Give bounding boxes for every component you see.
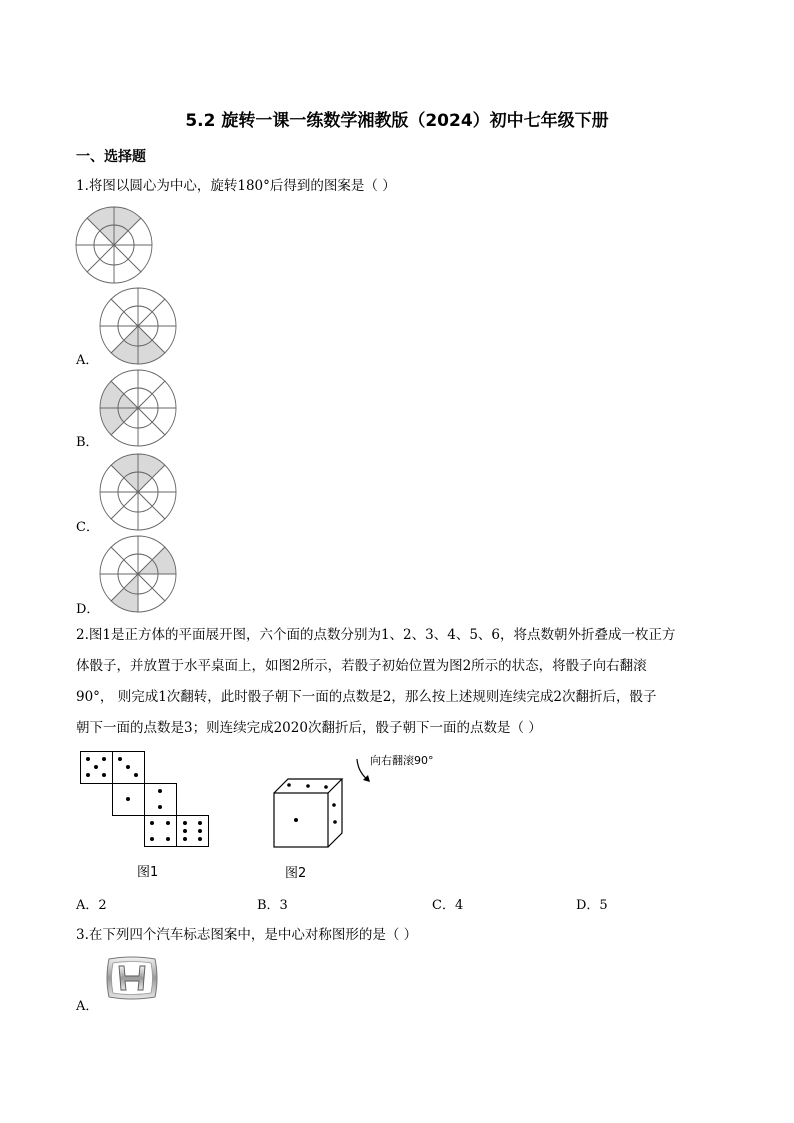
figure-2-label: 图2 bbox=[285, 866, 307, 881]
option-c-label[interactable]: C． bbox=[76, 520, 99, 535]
figure-1-cube-net bbox=[80, 751, 212, 847]
question-2-line-2: 体骰子，并放置于水平桌面上，如图2所示，若骰子初始位置为图2所示的状态，将骰子向右翻滚 bbox=[76, 658, 647, 674]
option-b-label[interactable]: B． bbox=[76, 435, 99, 450]
question-1-text: 1.将图以圆心为中心，旋转180°后得到的图案是（ ） bbox=[76, 178, 396, 194]
question-2-text bbox=[76, 620, 726, 744]
option-c-wheel[interactable] bbox=[98, 452, 178, 532]
option-d-wheel[interactable] bbox=[98, 534, 178, 614]
question-2-option-a[interactable]: A．2 bbox=[76, 898, 107, 913]
question-2-line-3: 90°， 则完成1次翻转，此时骰子朝下一面的点数是2，那么按上述规则连续完成2次翻折后，骰子 bbox=[76, 689, 657, 705]
figure-2-cube bbox=[272, 775, 352, 849]
option-a-wheel[interactable] bbox=[98, 286, 178, 366]
question-2-option-b[interactable]: B．3 bbox=[257, 898, 288, 913]
section-heading: 一、选择题 bbox=[76, 149, 146, 165]
question-3-option-a-label[interactable]: A． bbox=[76, 999, 99, 1014]
question-2-line-4: 朝下一面的点数是3；则连续完成2020次翻折后，骰子朝下一面的点数是（ ） bbox=[76, 720, 542, 736]
question-1-original-wheel bbox=[74, 205, 154, 285]
option-a-label[interactable]: A． bbox=[76, 353, 99, 368]
figure-1-label: 图1 bbox=[137, 865, 159, 880]
option-d-label[interactable]: D． bbox=[76, 602, 100, 617]
question-2-option-d[interactable]: D．5 bbox=[576, 898, 608, 913]
question-3-text: 3.在下列四个汽车标志图案中，是中心对称图形的是（ ） bbox=[76, 927, 418, 943]
roll-arrow-label: 向右翻滚90° bbox=[370, 754, 434, 767]
question-2-option-c[interactable]: C．4 bbox=[432, 898, 464, 913]
option-b-wheel[interactable] bbox=[98, 368, 178, 448]
question-2-line-1: 2.图1是正方体的平面展开图，六个面的点数分别为1、2、3、4、5、6，将点数朝外折叠成一枚正方 bbox=[76, 627, 676, 643]
page-title: 5.2 旋转一课一练数学湘教版（2024）初中七年级下册 bbox=[185, 111, 609, 131]
honda-logo-icon[interactable] bbox=[103, 955, 161, 1001]
